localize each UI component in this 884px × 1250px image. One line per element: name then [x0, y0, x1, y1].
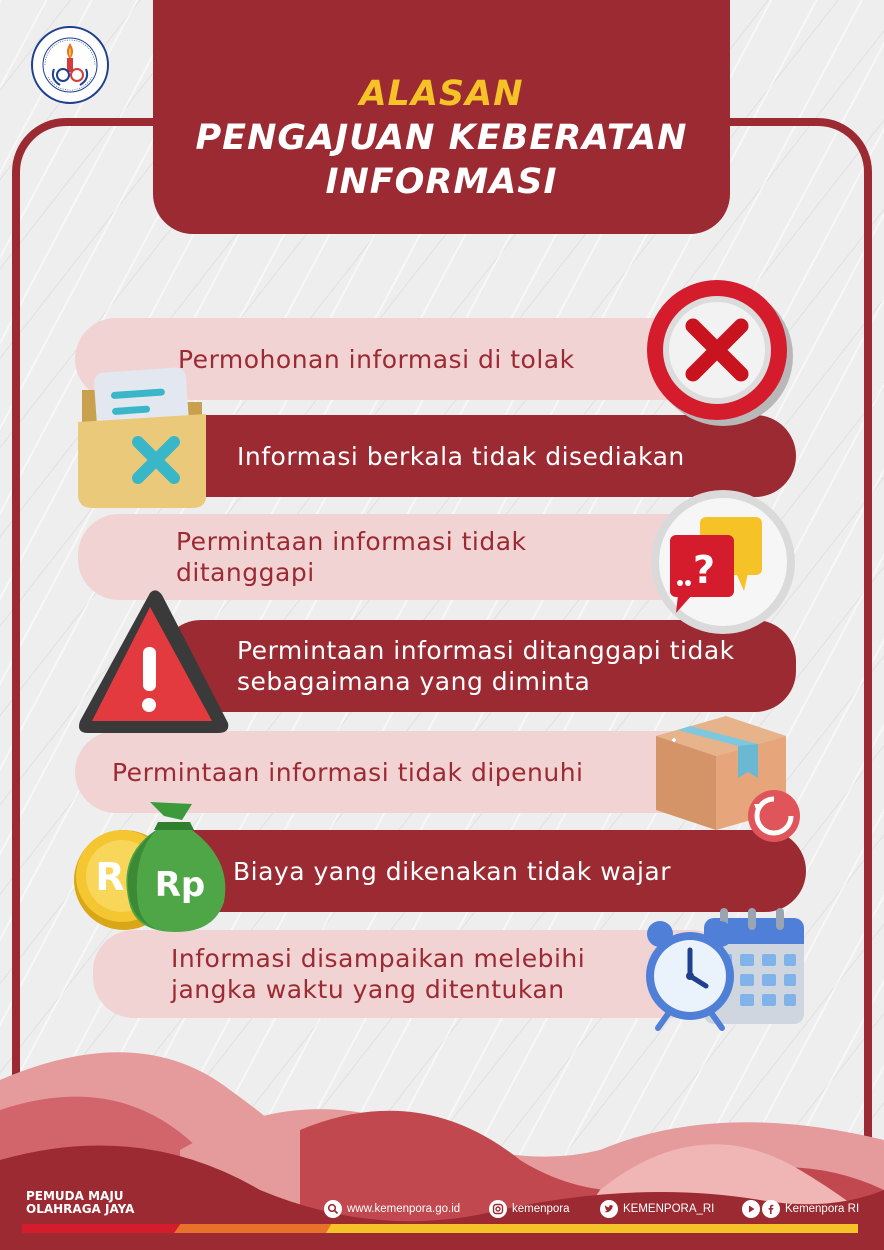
reason-text-5: Permintaan informasi tidak dipenuhi: [112, 757, 584, 787]
folder-x-icon: [74, 362, 214, 514]
reason-text-3: Permintaan informasi tidak ditanggapi: [176, 527, 527, 587]
reason-text-2: Informasi berkala tidak disediakan: [237, 441, 685, 471]
twitter-icon: [600, 1200, 618, 1218]
header-banner: [153, 0, 730, 234]
svg-text:?: ?: [692, 548, 716, 592]
footer-stripe-yellow: [326, 1224, 858, 1233]
title-line-2: INFORMASI: [325, 162, 558, 202]
footer-slogan: PEMUDA MAJU OLAHRAGA JAYA: [26, 1189, 135, 1216]
svg-text:Rp: Rp: [154, 865, 206, 905]
website-link[interactable]: www.kemenpora.go.id: [324, 1198, 460, 1220]
title-accent: ALASAN: [359, 74, 524, 114]
instagram-link[interactable]: kemenpora: [489, 1198, 570, 1220]
warning-triangle-icon: [76, 585, 232, 737]
kemenpora-logo: [30, 25, 110, 105]
svg-text:R: R: [95, 855, 125, 899]
reason-text-1: Permohonan informasi di tolak: [178, 344, 575, 374]
question-chat-icon: [648, 487, 798, 637]
footer-stripe-red: [22, 1224, 182, 1233]
footer-stripe-orange: [174, 1224, 334, 1233]
search-icon: [324, 1200, 342, 1218]
facebook-icon: [762, 1200, 780, 1218]
alarm-clock-calendar-icon: [644, 906, 808, 1032]
youtube-icon: [742, 1200, 760, 1218]
youtube-facebook-link[interactable]: Kemenpora RI: [742, 1198, 859, 1220]
title-line-1: PENGAJUAN KEBERATAN: [195, 118, 688, 158]
reason-text-6: Biaya yang dikenakan tidak wajar: [233, 856, 672, 886]
rupiah-money-bag-icon: [72, 796, 232, 944]
package-return-icon: [646, 706, 804, 846]
instagram-icon: [489, 1200, 507, 1218]
twitter-link[interactable]: KEMENPORA_RI: [600, 1198, 714, 1220]
reason-text-4: Permintaan informasi ditanggapi tidak sebagaimana yang diminta: [237, 636, 735, 696]
red-x-circle-icon: [645, 276, 797, 428]
reason-text-7: Informasi disampaikan melebihi jangka waktu yang ditentukan: [171, 944, 586, 1004]
